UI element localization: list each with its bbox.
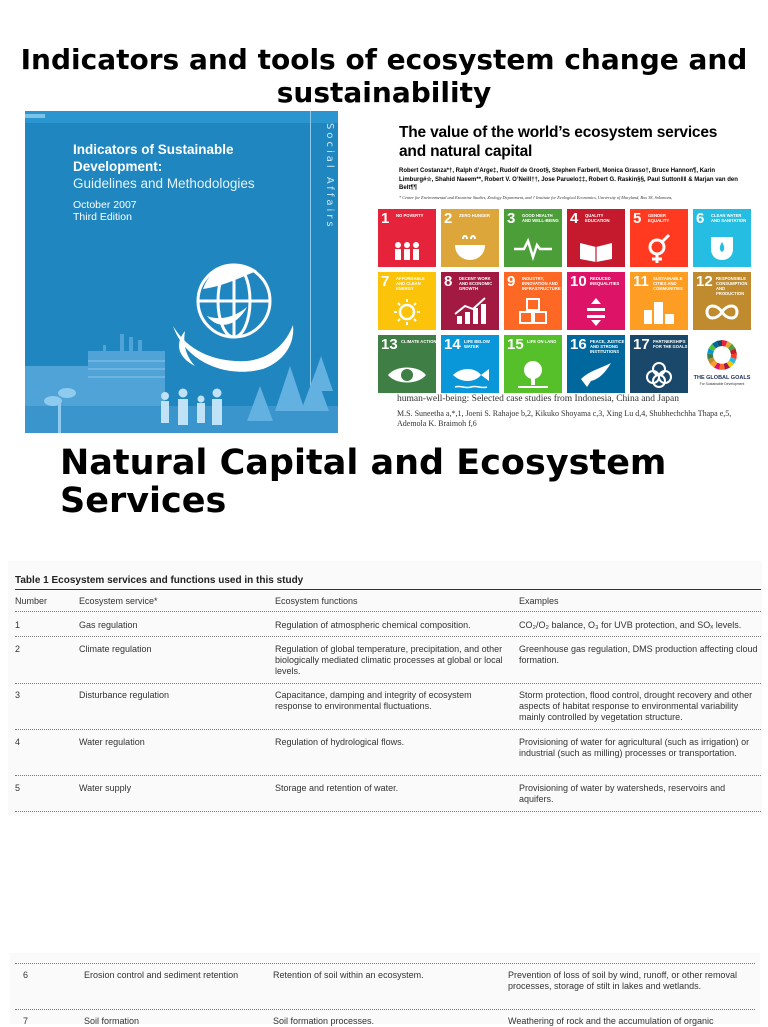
table-rule [15,963,755,964]
table-cell-function: Capacitance, damping and integrity of ecosystem response to environmental fluctuations. [275,690,472,711]
sdg-goal-label: LIFE ON LAND [527,339,557,344]
sdg-goal-number: 6 [696,210,705,227]
table-cell-service: Erosion control and sediment retention [84,970,239,980]
sdg-goal-4 [567,209,625,267]
sdg-goal-13 [378,335,436,393]
cover-subtitle: Guidelines and Methodologies [73,176,255,191]
sdg-goal-14 [441,335,499,393]
table-cell-service: Disturbance regulation [79,690,170,700]
sdg-goal-number: 3 [507,210,516,227]
sdg-goal-15 [504,335,562,393]
sdg-wheel-icon [693,335,751,375]
table-cell-number: 7 [23,1016,29,1026]
sdg-goal-number: 7 [381,273,390,290]
sdg-goal-number: 5 [633,210,642,227]
table-cell-function: Retention of soil within an ecosystem. [273,970,424,980]
sdg-goal-label: QUALITY EDUCATION [585,213,610,223]
cover-side-text: Social Affairs [324,123,335,230]
table-cell-service: Soil formation [84,1016,140,1026]
paper-title: The value of the world’s ecosystem services and natural capital [399,124,718,160]
sdg-goal-label: PARTNERSHIPS FOR THE GOALS [653,339,688,349]
sdg-goal-11 [630,272,688,330]
paper-sdg-image [373,111,751,433]
sdg-goal-number: 10 [570,273,587,290]
sdg-goal-label: CLIMATE ACTION [401,339,437,344]
table-cell-examples: Prevention of loss of soil by wind, runoff, or other removal processes, storage of stilt in lakes and wetlands. [508,970,737,991]
table-cell-function: Regulation of hydrological flows. [275,737,405,747]
table-cell-number: 1 [15,620,21,630]
sdg-goal-16 [567,335,625,393]
table-cell-examples: Provisioning of water for agricultural (such as irrigation) or industrial (such as milling) processes or transportation. [519,737,750,758]
sdg-goal-number: 9 [507,273,516,290]
paper-affiliation: * Center for Environmental and Estuarine Studies, Zoology Department, and † Institute for Ecological Economics, University of Maryland, Box 38, Solomons, [399,195,673,200]
table-cell-examples: Greenhouse gas regulation, DMS production affecting cloud formation. [519,644,758,665]
section-heading: Natural Capital and Ecosystem Services [60,443,667,521]
sdg-goal-number: 1 [381,210,390,227]
cover-date: October 2007 [73,199,137,211]
table-cell-service: Climate regulation [79,644,152,654]
sdg-goal-number: 14 [444,336,461,353]
paper-caption-line: human-well-being: Selected case studies from Indonesia, China and Japan [397,394,680,404]
un-emblem-illustration [25,111,338,433]
table-rule [15,729,761,730]
global-goals-logo-subtext: For Sustainable Development [699,382,745,386]
book-cover-image [25,111,338,433]
sdg-goal-7 [378,272,436,330]
table-header-examples: Examples [519,596,559,606]
table-cell-examples: Provisioning of water by watersheds, reservoirs and aquifers. [519,783,726,804]
sdg-goal-10 [567,272,625,330]
sdg-goal-2 [441,209,499,267]
table-cell-service: Water regulation [79,737,145,747]
sdg-goal-label: DECENT WORK AND ECONOMIC GROWTH [459,276,493,291]
cover-edition: Third Edition [73,211,132,223]
sdg-goal-number: 16 [570,336,587,353]
sdg-goal-label: LIFE BELOW WATER [464,339,490,349]
table-caption: Table 1 Ecosystem services and functions used in this study [15,575,304,586]
paper-caption-authors: M.S. Suneetha a,*,1, Joeni S. Rahajoe b,2, Kikuko Shoyama c,3, Xing Lu d,4, Shubhechchha Thapa e,5, Ademola K. Braimoh f,6 [397,409,732,428]
table-header-service: Ecosystem service* [79,596,158,606]
sdg-goal-label: SUSTAINABLE CITIES AND COMMUNITIES [653,276,683,291]
sdg-goal-number: 8 [444,273,453,290]
sdg-goal-1 [378,209,436,267]
sdg-goal-number: 13 [381,336,398,353]
sdg-goal-6 [693,209,751,267]
slide-title: Indicators and tools of ecosystem change and sustainability [20,43,748,109]
global-goals-logo [693,335,751,393]
sdg-goal-label: NO POVERTY [396,213,424,218]
sdg-goal-number: 2 [444,210,453,227]
sdg-goal-label: AFFORDABLE AND CLEAN ENERGY [396,276,425,291]
sdg-goal-number: 15 [507,336,524,353]
table-cell-number: 6 [23,970,29,980]
table-rule [15,811,761,812]
sdg-goal-number: 12 [696,273,713,290]
table-cell-function: Regulation of atmospheric chemical composition. [275,620,471,630]
sdg-goal-8 [441,272,499,330]
paper-authors: Robert Costanza*†, Ralph d’Arge‡, Rudolf de Groot§, Stephen Farber‖, Monica Grasso†, Bruce Hannon¶, Karin Limburg#☆, Shahid Naeem**, Robert V. O’Neill††, Jose Paruelo‡‡, Robert G. Raskin§§, Paul Sutton‖‖ & Marjan van den Belt¶¶ [399,168,738,191]
sdg-goal-label: CLEAN WATER AND SANITATION [711,213,747,223]
sdg-goal-3 [504,209,562,267]
table-cell-number: 3 [15,690,21,700]
sdg-goal-number: 4 [570,210,579,227]
sdg-goal-label: GOOD HEALTH AND WELL-BEING [522,213,559,223]
table-cell-examples: Storm protection, flood control, drought recovery and other aspects of habitat response to environmental variability mainly controlled by vegetation structure. [519,690,753,722]
table-cell-examples: Weathering of rock and the accumulation of organic [508,1016,714,1026]
table-cell-number: 4 [15,737,21,747]
table-rule [15,683,761,684]
sdg-goal-number: 11 [633,273,649,290]
table-rule [15,1009,755,1010]
cover-title: Indicators of Sustainable Development: [73,142,234,174]
table-rule [15,589,761,590]
ecosystem-services-table [8,561,762,816]
table-header-number: Number [15,596,48,606]
table-cell-function: Regulation of global temperature, precipitation, and other biologically mediated climatic processes at global or local levels. [275,644,503,676]
ecosystem-services-table-continued [10,953,760,1024]
global-goals-logo-text: THE GLOBAL GOALS [693,375,751,381]
sdg-goal-label: PEACE, JUSTICE AND STRONG INSTITUTIONS [590,339,625,354]
table-cell-service: Gas regulation [79,620,138,630]
sdg-goal-12 [693,272,751,330]
sdg-goal-label: ZERO HUNGER [459,213,490,218]
table-cell-number: 5 [15,783,21,793]
table-cell-examples: CO₂/O₂ balance, O₃ for UVB protection, and SOₓ levels. [519,620,742,630]
table-rule [15,611,761,612]
sdg-goal-label: INDUSTRY, INNOVATION AND INFRASTRUCTURE [522,276,561,291]
table-rule [15,636,761,637]
sdg-goal-label: REDUCED INEQUALITIES [590,276,620,286]
sdg-goal-17 [630,335,688,393]
table-cell-service: Water supply [79,783,132,793]
sdg-goal-5 [630,209,688,267]
table-rule [15,775,761,776]
table-cell-function: Soil formation processes. [273,1016,375,1026]
table-cell-number: 2 [15,644,21,654]
sdg-goal-number: 17 [633,336,650,353]
sdg-goal-label: GENDER EQUALITY [648,213,670,223]
sdg-goal-9 [504,272,562,330]
sdg-goal-label: RESPONSIBLE CONSUMPTION AND PRODUCTION [716,276,748,296]
table-header-functions: Ecosystem functions [275,596,358,606]
table-cell-function: Storage and retention of water. [275,783,399,793]
sdg-goals-grid [378,209,751,398]
